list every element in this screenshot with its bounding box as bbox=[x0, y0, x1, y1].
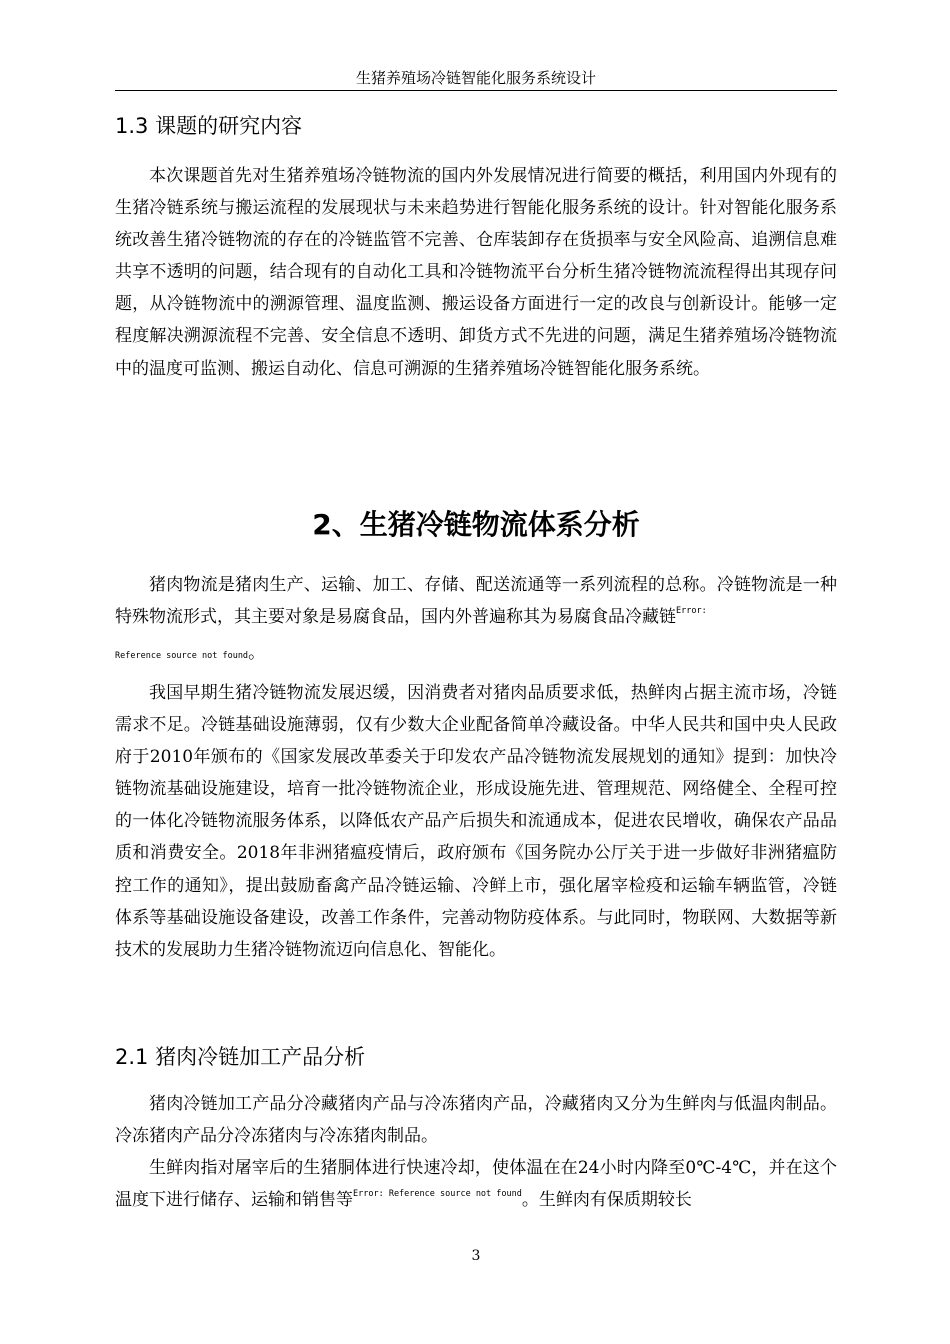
paragraph-fresh-meat bbox=[115, 1152, 837, 1216]
page-number: 3 bbox=[471, 1248, 481, 1264]
paragraph-end-mark: 。 bbox=[248, 643, 266, 663]
paragraph-pork-logistics bbox=[115, 569, 837, 633]
paragraph-text: 生鲜肉指对屠宰后的生猪胴体进行快速冷却，使体温在在24小时内降至0℃-4℃，并在这个温度下进行储存、运输和销售等 bbox=[115, 1158, 837, 1211]
paragraph-text-end: 。生鲜肉有保质期较长 bbox=[521, 1190, 692, 1211]
reference-error-superscript: Error: Reference source not found bbox=[353, 1189, 522, 1200]
paragraph-research-content: 本次课题首先对生猪养殖场冷链物流的国内外发展情况进行简要的概括，利用国内外现有的生猪冷链系统与搬运流程的发展现状与未来趋势进行智能化服务系统的设计。针对智能化服务系统改善生猪冷链物流的存在的冷链监管不完善、仓库装卸存在货损率与安全风险高、追溯信息难共享不透明的问题，结合现有的自动化工具和冷链物流平台分析生猪冷链物流流程得出其现存问题，从冷链物流中的溯源管理、温度监测、搬运设备方面进行一定的改良与创新设计。能够一定程度解决溯源流程不完善、安全信息不透明、卸货方式不先进的问题，满足生猪养殖场冷链物流中的温度可监测、搬运自动化、信息可溯源的生猪养殖场冷链智能化服务系统。 bbox=[115, 166, 837, 379]
reference-error-text: Reference source not found bbox=[115, 651, 249, 661]
paragraph-development-history: 我国早期生猪冷链物流发展迟缓，因消费者对猪肉品质要求低，热鲜肉占据主流市场，冷链需求不足。冷链基础设施薄弱，仅有少数大企业配备简单冷藏设备。中华人民共和国中央人民政府于2010年颁布的《国家发展改革委关于印发农产品冷链物流发展规划的通知》提到：加快冷链物流基础设施建设，培育一批冷链物流企业，形成设施先进、管理规范、网络健全、全程可控的一体化冷链物流服务体系，以降低农产品产后损失和流通成本，促进农民增收，确保农产品品质和消费安全。2018年非洲猪瘟疫情后，政府颁布《国务院办公厅关于进一步做好非洲猪瘟防控工作的通知》，提出鼓励畜禽产品冷链运输、冷鲜上市，强化屠宰检疫和运输车辆监管，冷链体系等基础设施设备建设，改善工作条件，完善动物防疫体系。与此同时，物联网、大数据等新技术的发展助力生猪冷链物流迈向信息化、智能化。 bbox=[115, 683, 837, 960]
paragraph-product-types: 猪肉冷链加工产品分冷藏猪肉产品与冷冻猪肉产品，冷藏猪肉又分为生鲜肉与低温肉制品。冷冻猪肉产品分冷冻猪肉与冷冻猪肉制品。 bbox=[115, 1094, 837, 1147]
reference-error-superscript: Error: bbox=[676, 606, 707, 617]
reference-continuation-line bbox=[115, 644, 265, 665]
header-rule bbox=[115, 90, 837, 91]
section-heading-1-3: 1.3 课题的研究内容 bbox=[115, 114, 303, 138]
paragraph-text: 猪肉物流是猪肉生产、运输、加工、存储、配送流通等一系列流程的总称。冷链物流是一种特殊物流形式，其主要对象是易腐食品，国内外普遍称其为易腐食品冷藏链 bbox=[115, 575, 837, 628]
chapter-heading-2: 2、生猪冷链物流体系分析 bbox=[312, 508, 640, 541]
section-heading-2-1: 2.1 猪肉冷链加工产品分析 bbox=[115, 1045, 366, 1069]
running-header: 生猪养殖场冷链智能化服务系统设计 bbox=[355, 69, 596, 87]
